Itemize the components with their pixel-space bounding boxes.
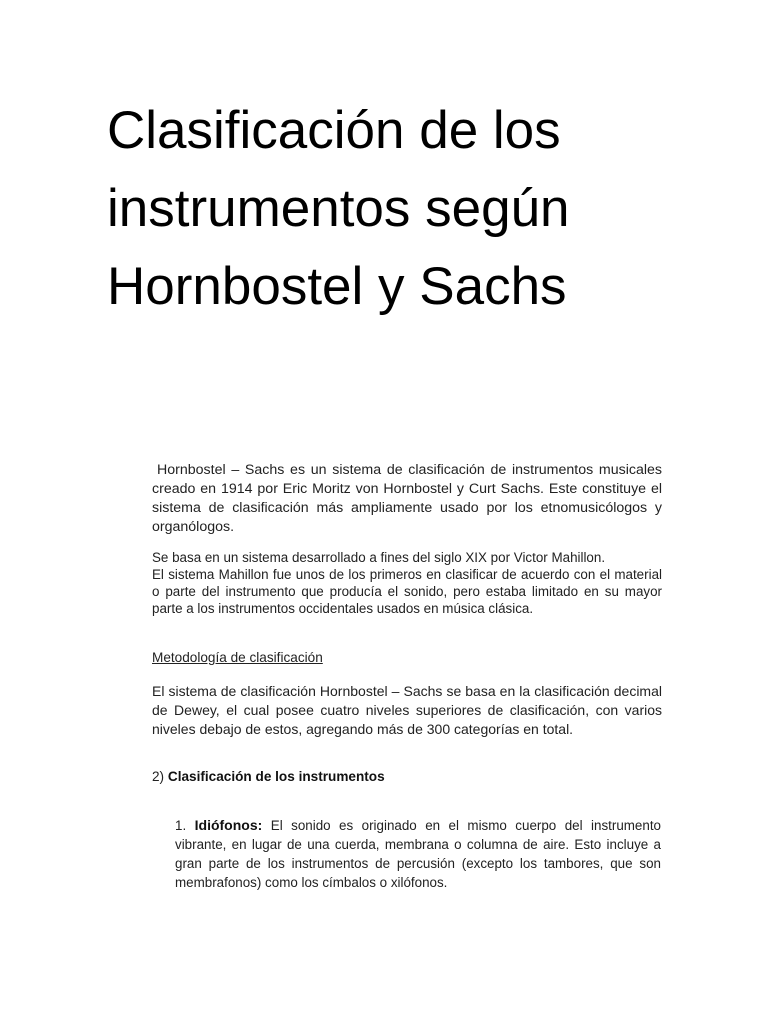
mahillon-sentence-2: El sistema Mahillon fue unos de los primeros en clasificar de acuerdo con el material o parte del instrumento que producía el sonido, pero estaba limitado en su mayor parte a los instrumentos occidentales usados en música clásica. [152,567,662,616]
title-line-1: Clasificación de los [107,101,561,160]
list-item-number: 1. [175,818,187,833]
intro-paragraph: Hornbostel – Sachs es un sistema de clasificación de instrumentos musicales creado en 1914 por Eric Moritz von Hornbostel y Curt Sachs. Este constituye el sistema de clasificación más ampliamente usado por los etnomusicólogos y organólogos. [152,462,662,535]
dewey-paragraph: El sistema de clasificación Hornbostel – Sachs se basa en la clasificación decimal de Dewey, el cual posee cuatro niveles superiores de clasificación, con varios niveles debajo de estos, agregando más de 300 categorías en total. [152,683,662,737]
section-2-title: Clasificación de los instrumentos [167,769,385,784]
list-item-text: El sonido es originado en el mismo cuerpo del instrumento vibrante, en lugar de una cuerda, membrana o columna de aire. Esto incluye a gran parte de los instrumentos de percusión (excepto los tambores, que son membrafonos) como los címbalos o xilófonos. [175,818,661,890]
document-title [107,92,727,326]
mahillon-paragraph [152,549,662,617]
list-item-idiofonos [175,816,661,892]
section-2-heading [152,767,662,786]
mahillon-sentence-1: Se basa en un sistema desarrollado a fines del siglo XIX por Victor Mahillon. [152,550,606,565]
title-line-3: Hornbostel y Sachs [107,257,567,316]
list-item-term: Idiófonos: [194,817,263,833]
methodology-heading: Metodología de clasificación [152,650,323,665]
section-2-number: 2) [152,769,165,784]
title-line-2: instrumentos según [107,179,570,238]
